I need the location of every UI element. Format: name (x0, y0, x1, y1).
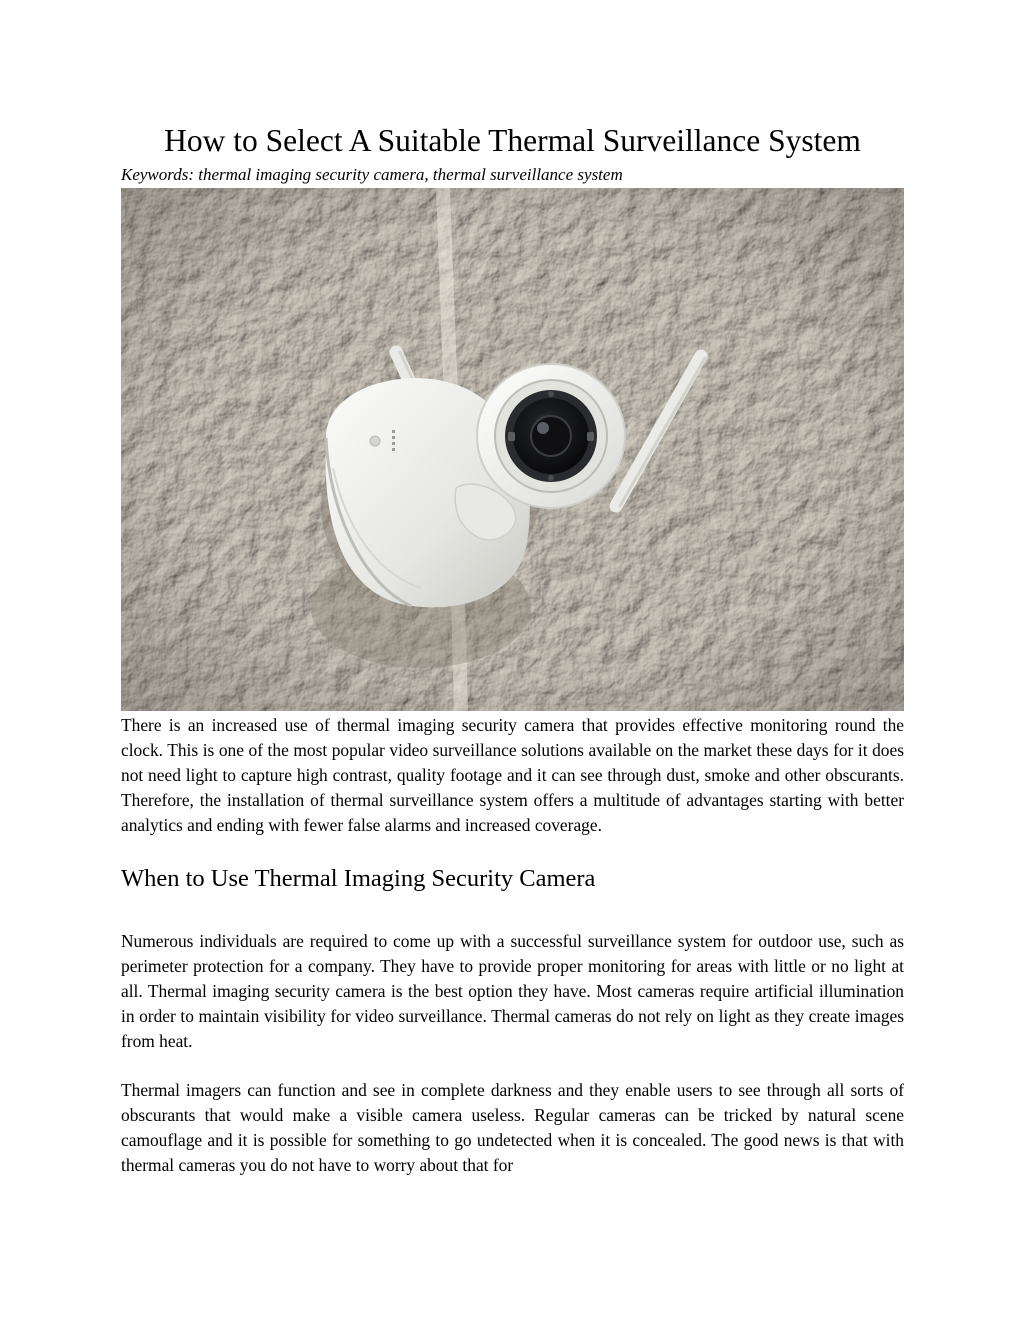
document-title: How to Select A Suitable Thermal Surveillance System (164, 123, 861, 158)
body-paragraph-1: Numerous individuals are required to come up with a successful surveillance system for outdoor use, such as perimeter protection for a company. They have to provide proper monitoring for areas with little or no light at all. Thermal imaging security camera is the best option they have. Most cameras require artificial illumination in order to maintain visibility for video surveillance. Thermal cameras do not rely on light as they create images from heat. (121, 931, 904, 1051)
camera-head (477, 364, 625, 508)
intro-paragraph: There is an increased use of thermal imaging security camera that provides effective monitoring round the clock. This is one of the most popular video surveillance solutions available on the market these days for it does not need light to capture high contrast, quality footage and it can see through dust, smoke and other obscurants. Therefore, the installation of thermal surveillance system offers a multitude of advantages starting with better analytics and ending with fewer false alarms and increased coverage. (121, 715, 904, 835)
document-page (121, 118, 904, 1178)
body-paragraph-2: Thermal imagers can function and see in complete darkness and they enable users to see through all sorts of obscurants that would make a visible camera useless. Regular cameras can be tricked by natural scene camouflage and it is possible for something to go undetected when it is concealed. The good news is that with thermal cameras you do not have to worry about that for (121, 1080, 904, 1175)
security-camera-photo (121, 188, 904, 711)
section-heading: When to Use Thermal Imaging Security Camera (121, 865, 596, 892)
keywords-line: Keywords: thermal imaging security camera, thermal surveillance system (121, 165, 623, 184)
